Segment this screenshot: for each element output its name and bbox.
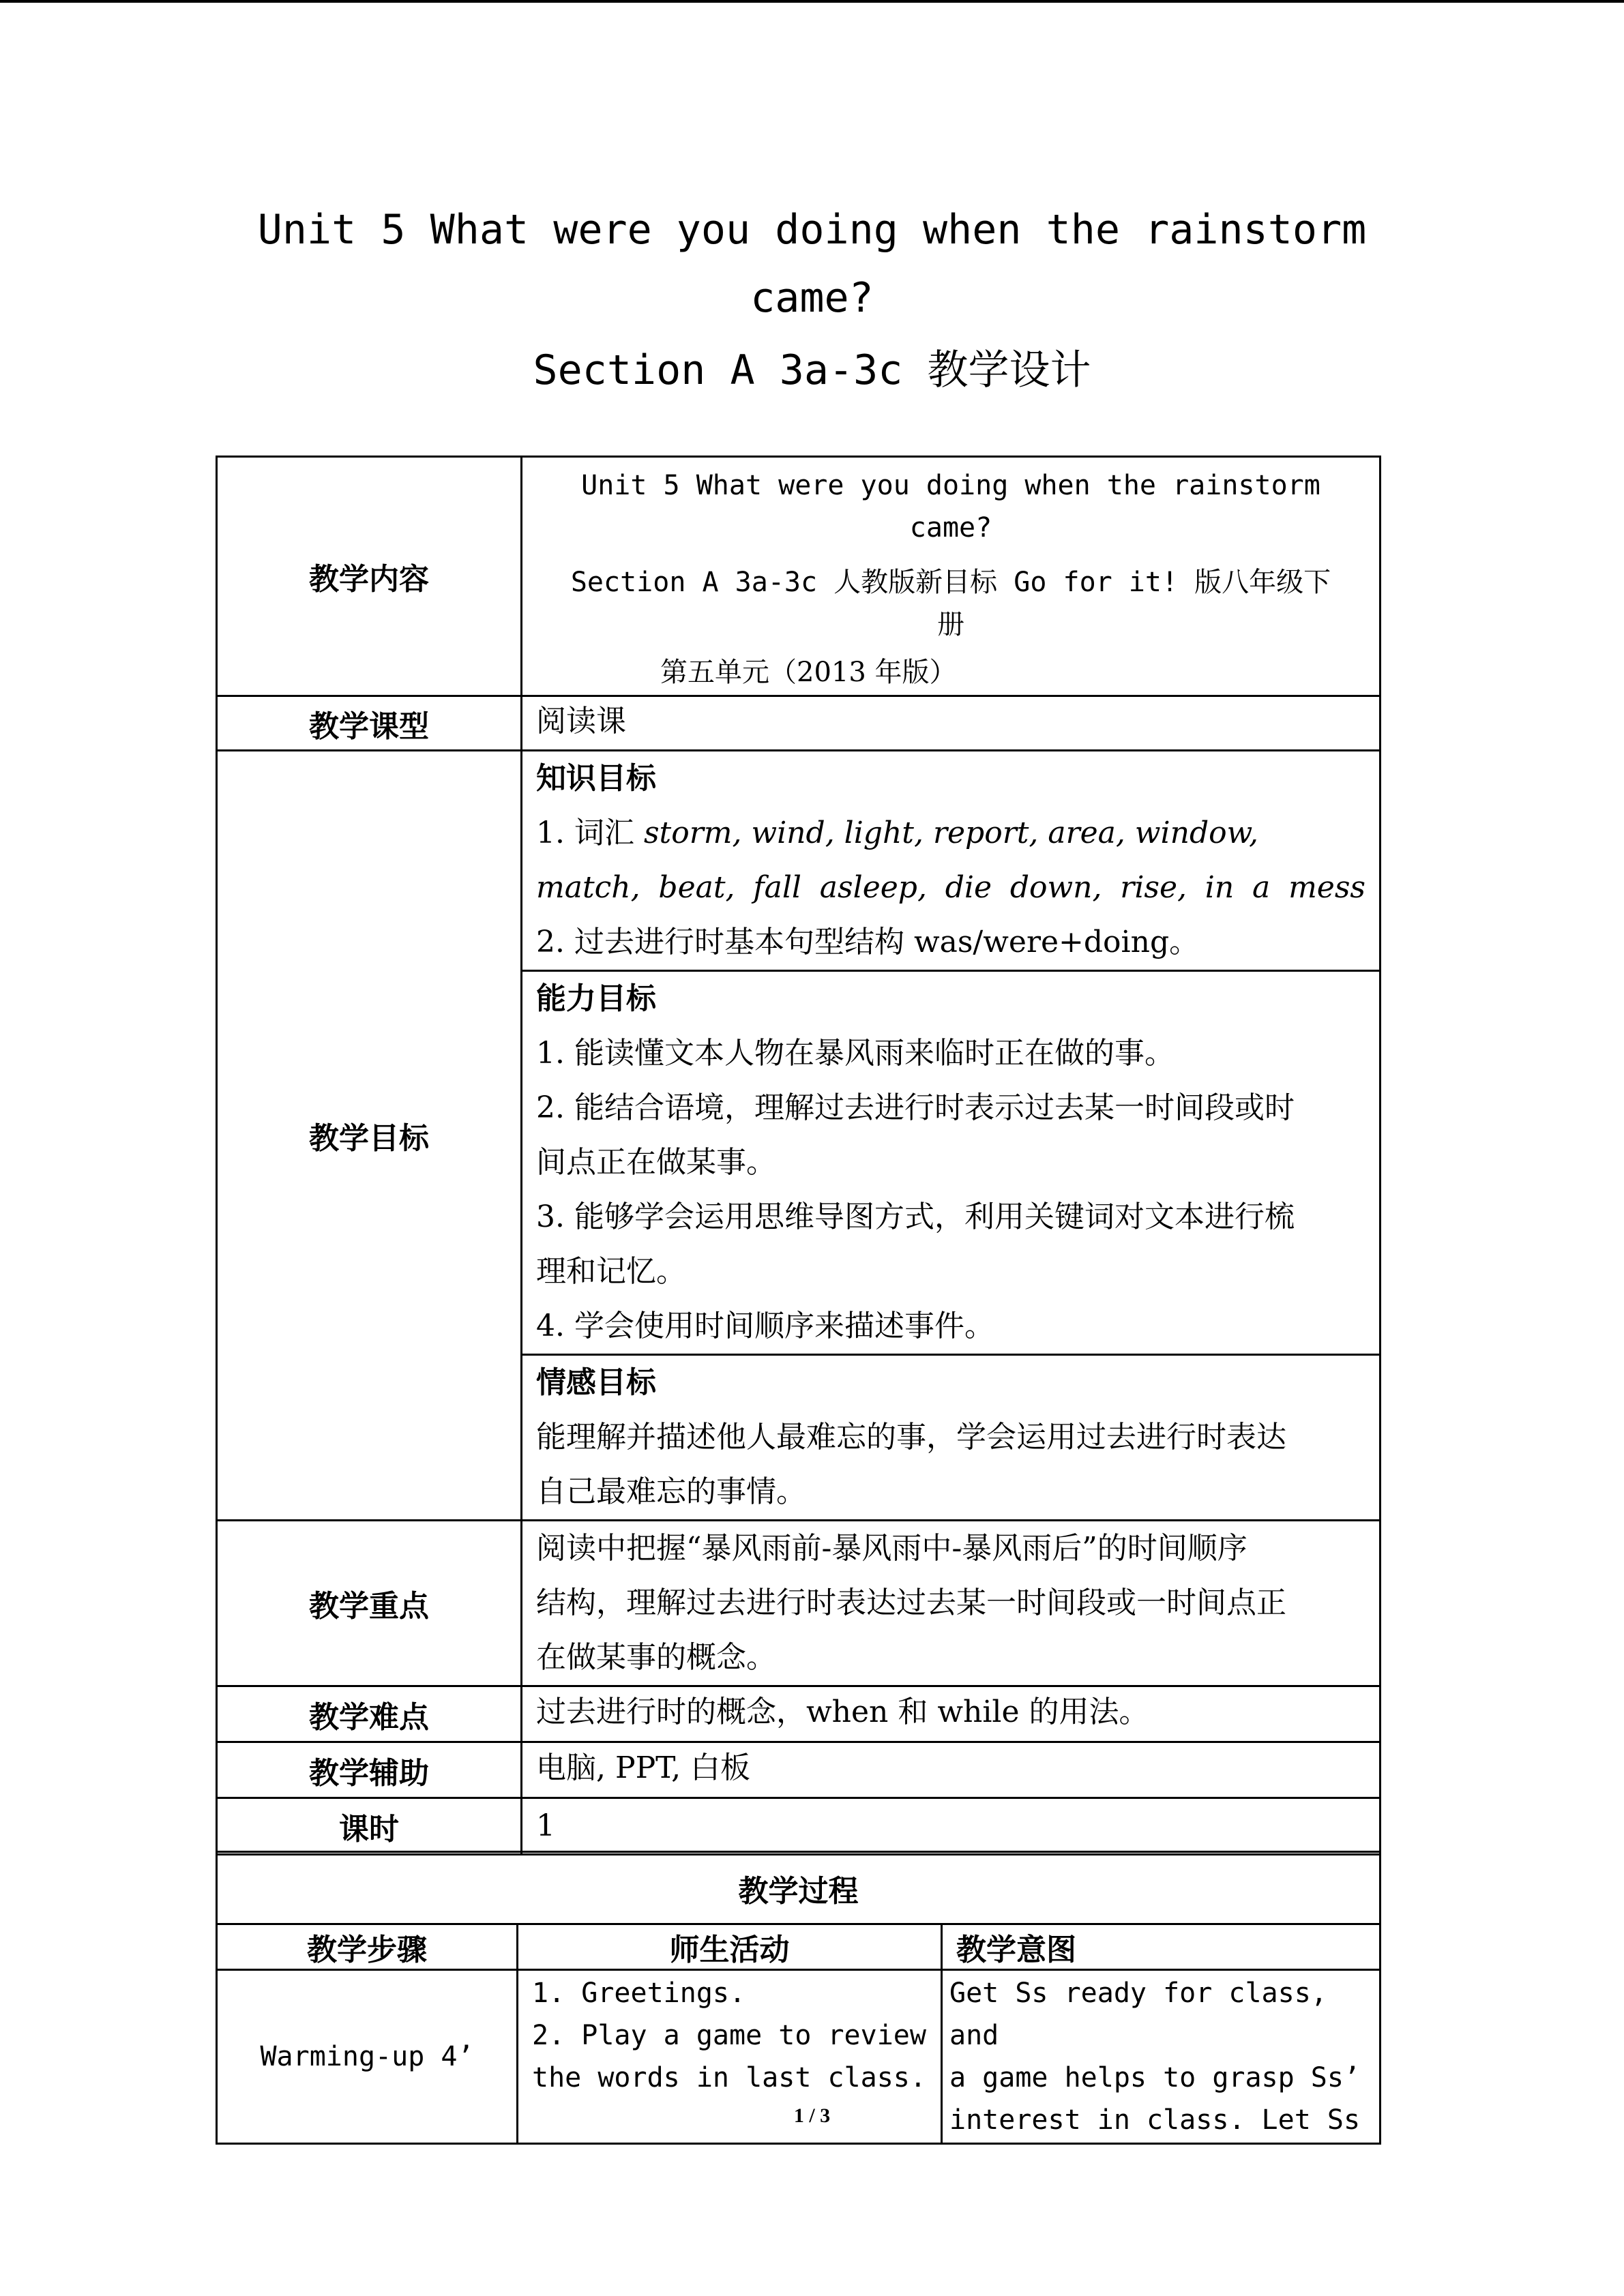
teaching-aids-value: 电脑, PPT, 白板: [522, 1742, 1381, 1798]
row-key-points: [217, 1521, 1381, 1686]
process-title: 教学过程: [217, 1852, 1381, 1924]
label-lesson-type: 教学课型: [217, 696, 522, 751]
emotion-objective-cell: [522, 1355, 1381, 1521]
intent-line: interest in class. Let Ss: [949, 2104, 1361, 2136]
label-periods: 课时: [217, 1798, 522, 1855]
emotion-line: 能理解并描述他人最难忘的事，学会运用过去进行时表达: [536, 1420, 1286, 1455]
header-intent: 教学意图: [942, 1924, 1381, 1970]
vocab-words: storm, wind, light, report, area, window,: [643, 816, 1259, 850]
stage-warming-up: Warming-up 4’: [217, 1970, 518, 2144]
knowledge-item-2: 2. 过去进行时基本句型结构 was/were+doing。: [536, 925, 1200, 959]
label-key-points: 教学重点: [217, 1521, 522, 1686]
ability-item-4: 4. 学会使用时间顺序来描述事件。: [536, 1309, 994, 1343]
page-number: 1 / 3: [793, 2104, 831, 2127]
knowledge-heading: 知识目标: [536, 761, 656, 796]
lesson-type-value: 阅读课: [522, 696, 1381, 751]
row-teaching-content: [217, 457, 1381, 696]
emotion-heading: 情感目标: [536, 1365, 656, 1400]
periods-value: 1: [522, 1798, 1381, 1855]
document-title-line2: came?: [750, 274, 874, 322]
label-teaching-objectives: 教学目标: [217, 751, 522, 1521]
lesson-plan-table: [216, 456, 1381, 1855]
intent-line: a game helps to grasp Ss’: [949, 2062, 1361, 2093]
activity-line: the words in last class.: [532, 2062, 926, 2093]
row-periods: [217, 1798, 1381, 1855]
ability-item-2-cont: 间点正在做某事。: [536, 1145, 776, 1180]
top-border-rule: [0, 0, 1624, 3]
teaching-content-cell: [522, 457, 1381, 696]
emotion-line: 自己最难忘的事情。: [536, 1474, 806, 1509]
knowledge-objective-cell: [522, 751, 1381, 971]
key-points-cell: [522, 1521, 1381, 1686]
row-difficulties: [217, 1686, 1381, 1742]
content-line: 册: [937, 609, 964, 640]
activity-line: 2. Play a game to review: [532, 2020, 926, 2051]
ability-item-3: 3. 能够学会运用思维导图方式，利用关键词对文本进行梳: [536, 1199, 1295, 1234]
label-teaching-aids: 教学辅助: [217, 1742, 522, 1798]
header-step: 教学步骤: [217, 1924, 518, 1970]
ability-item-3-cont: 理和记忆。: [536, 1254, 686, 1289]
label-teaching-content: 教学内容: [217, 457, 522, 696]
activity-line: 1. Greetings.: [532, 1978, 746, 2009]
key-point-line: 在做某事的概念。: [536, 1640, 776, 1675]
document-subtitle: Section A 3a-3c 教学设计: [533, 346, 1091, 394]
intent-line: Get Ss ready for class, and: [949, 1978, 1327, 2051]
ability-item-2: 2. 能结合语境，理解过去进行时表示过去某一时间段或时: [536, 1090, 1295, 1125]
ability-heading: 能力目标: [536, 981, 656, 1016]
label-difficulties: 教学难点: [217, 1686, 522, 1742]
header-activity: 师生活动: [518, 1924, 942, 1970]
content-line: came?: [909, 512, 992, 543]
teaching-process-table: [216, 1851, 1381, 2145]
ability-objective-cell: [522, 971, 1381, 1355]
key-point-line: 阅读中把握“暴风雨前-暴风雨中-暴风雨后”的时间顺序: [536, 1531, 1247, 1566]
content-line: Section A 3a-3c 人教版新目标 Go for it! 版八年级下: [570, 567, 1331, 598]
difficulties-value: 过去进行时的概念，when 和 while 的用法。: [522, 1686, 1381, 1742]
content-line: Unit 5 What were you doing when the rainstorm: [581, 470, 1320, 501]
ability-item-1: 1. 能读懂文本人物在暴风雨来临时正在做的事。: [536, 1036, 1175, 1071]
document-title-line1: Unit 5 What were you doing when the rainstorm: [257, 206, 1367, 254]
key-point-line: 结构，理解过去进行时表达过去某一时间段或一时间点正: [536, 1585, 1286, 1620]
content-line: 第五单元（2013 年版）: [660, 657, 957, 688]
row-lesson-type: [217, 696, 1381, 751]
vocab-words-cont: match, beat, fall asleep, die down, rise, in a mess: [536, 870, 1365, 905]
row-objectives-knowledge: [217, 751, 1381, 971]
knowledge-item-1: [536, 806, 1365, 861]
row-teaching-aids: [217, 1742, 1381, 1798]
vocab-prefix: 1. 词汇: [536, 816, 634, 850]
